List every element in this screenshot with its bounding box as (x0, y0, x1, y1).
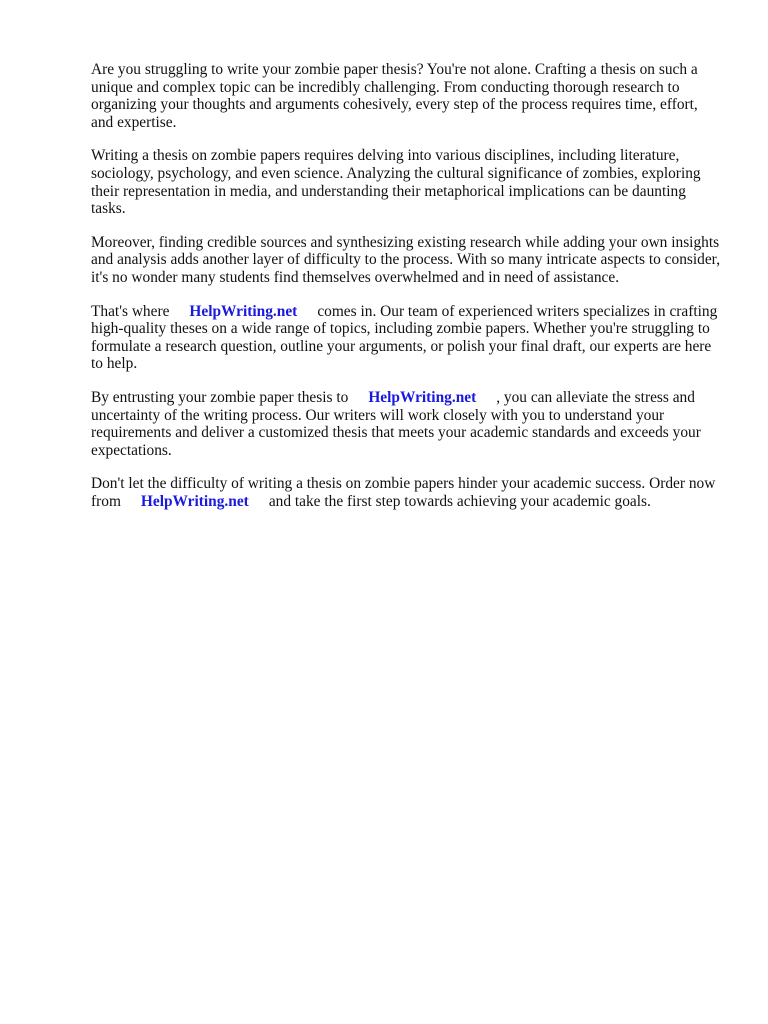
paragraph-entrust-lead: By entrusting your zombie paper thesis to (91, 388, 349, 406)
paragraph-team-rest: comes in. Our team of experienced writers specializes in crafting high-quality theses on a wide range of topics, including zombie papers. Whether you're struggling to formulate a research question, outline your arguments, or polish your final draft, our experts are here to help. (91, 302, 718, 373)
paragraph-team-lead: That's where (91, 302, 170, 320)
paragraph-team (91, 303, 721, 373)
paragraph-entrust (91, 389, 721, 459)
helpwriting-link-1[interactable]: HelpWriting.net (189, 302, 298, 320)
paragraph-entrust-rest: , you can alleviate the stress and uncertainty of the writing process. Our writers will work closely with you to understand your requirements and deliver a customized thesis that meets your academic standards and exceeds your expectations. (91, 388, 701, 459)
paragraph-disciplines: Writing a thesis on zombie papers requires delving into various disciplines, including literature, sociology, psychology, and even science. Analyzing the cultural significance of zombies, exploring their representation in media, and understanding their metaphorical implications can be daunting tasks. (91, 147, 701, 218)
paragraph-closing-lead: Don't let the difficulty of writing a thesis on zombie papers hinder your academic success. Order now from (91, 475, 716, 510)
helpwriting-link-3[interactable]: HelpWriting.net (140, 492, 249, 510)
paragraph-sources: Moreover, finding credible sources and synthesizing existing research while adding your own insights and analysis adds another layer of difficulty to the process. With so many intricate aspects to consider, it's no wonder many students find themselves overwhelmed and in need of assistance. (91, 233, 721, 286)
paragraph-closing (91, 475, 721, 510)
helpwriting-link-2[interactable]: HelpWriting.net (368, 388, 477, 406)
paragraph-closing-rest: and take the first step towards achieving your academic goals. (268, 492, 651, 510)
paragraph-intro: Are you struggling to write your zombie paper thesis? You're not alone. Crafting a thesis on such a unique and complex topic can be incredibly challenging. From conducting thorough research to organizing your thoughts and arguments cohesively, every step of the process requires time, effort, and expertise. (91, 61, 698, 131)
document-body (91, 61, 721, 526)
